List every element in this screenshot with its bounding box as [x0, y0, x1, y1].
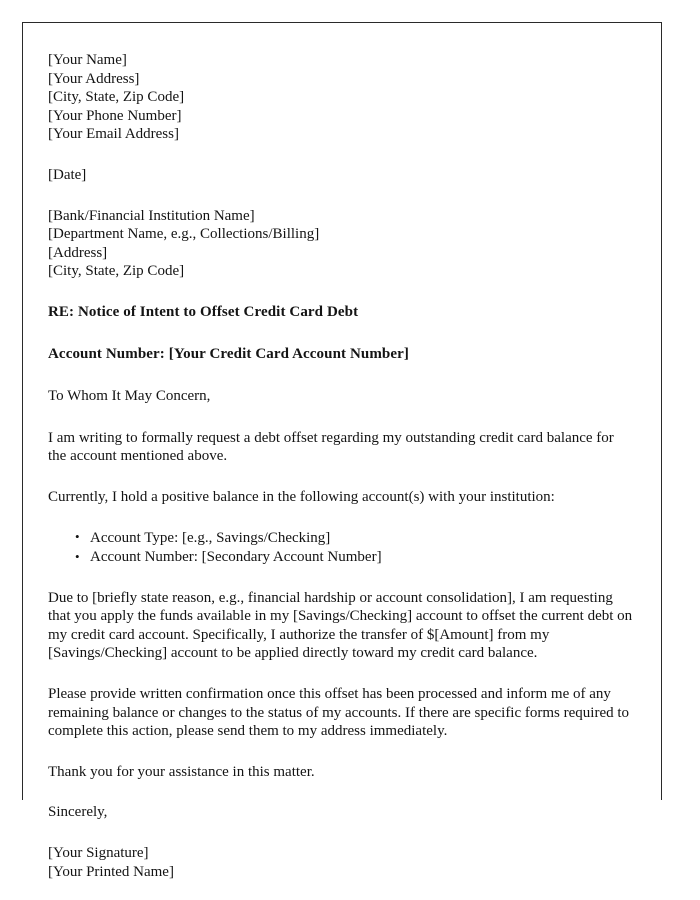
- sender-email-address: [Your Email Address]: [48, 126, 179, 143]
- sender-address-block: [48, 51, 634, 144]
- signature-block: [48, 844, 634, 881]
- letter-date: [48, 166, 634, 185]
- signature-placeholder: [Your Signature]: [48, 845, 149, 862]
- body-paragraph-1: I am writing to formally request a debt offset regarding my outstanding credit card balance for the account mentioned above.: [48, 429, 614, 465]
- sender-city-state-zip: [City, State, Zip Code]: [48, 89, 185, 106]
- date-placeholder: [Date]: [48, 166, 87, 183]
- body-paragraph-5: Thank you for your assistance in this matter.: [48, 763, 315, 780]
- body-paragraph-2: Currently, I hold a positive balance in the following account(s) with your institution:: [48, 488, 555, 505]
- sender-phone-number: [Your Phone Number]: [48, 107, 182, 124]
- recipient-address-block: [48, 207, 634, 281]
- subject-line: RE: Notice of Intent to Offset Credit Card Debt: [48, 303, 359, 320]
- letter-body: [48, 51, 634, 881]
- salutation: To Whom It May Concern,: [48, 388, 211, 405]
- body-paragraph-4: Please provide written confirmation once this offset has been processed and inform me of any remaining balance or changes to the status of my accounts. If there are specific forms required to complete this action, please send them to my address immediately.: [48, 686, 630, 740]
- recipient-department-name: [Department Name, e.g., Collections/Billing]: [48, 226, 320, 243]
- body-paragraph-3: Due to [briefly state reason, e.g., financial hardship or account consolidation], I am requesting that you apply the funds available in my [Savings/Checking] account to offset the current debt on my credit card account. Specifically, I authorize the transfer of $[Amount] from my [Savings/Checking] account to be applied directly toward my credit card balance.: [48, 589, 633, 662]
- account-number-line: Account Number: [Your Credit Card Account Number]: [48, 345, 409, 362]
- closing-salutation: Sincerely,: [48, 804, 108, 821]
- list-item: • Account Number: [Secondary Account Number]: [90, 548, 634, 567]
- sender-street-address: [Your Address]: [48, 70, 140, 87]
- list-item: • Account Type: [e.g., Savings/Checking]: [90, 529, 634, 548]
- account-bullet-list: [48, 529, 634, 567]
- recipient-institution-name: [Bank/Financial Institution Name]: [48, 207, 255, 224]
- recipient-street-address: [Address]: [48, 244, 108, 261]
- recipient-city-state-zip: [City, State, Zip Code]: [48, 263, 185, 280]
- printed-name-placeholder: [Your Printed Name]: [48, 863, 174, 880]
- document-page-frame: [22, 22, 662, 880]
- sender-name: [Your Name]: [48, 52, 127, 68]
